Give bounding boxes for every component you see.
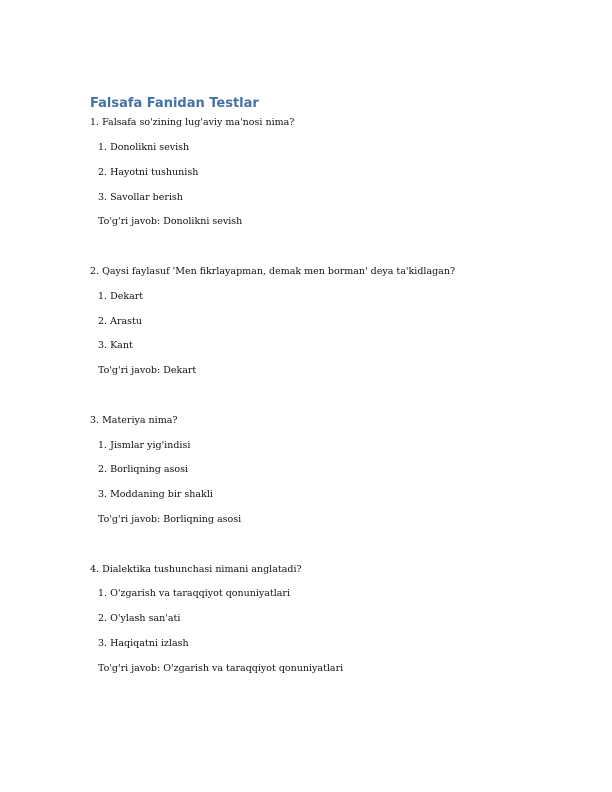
question-4-text: 4. Dialektika tushunchasi nimani anglatadi? xyxy=(90,564,302,575)
question-4-option-1: 1. O'zgarish va taraqqiyot qonuniyatlari xyxy=(98,588,291,599)
question-3-answer: To'g'ri javob: Borliqning asosi xyxy=(98,514,242,525)
question-4-option-3: 3. Haqiqatni izlash xyxy=(98,638,189,649)
question-3-option-1: 1. Jismlar yig'indisi xyxy=(98,440,191,451)
question-1-option-1: 1. Donolikni sevish xyxy=(98,142,190,153)
question-4-answer: To'g'ri javob: O'zgarish va taraqqiyot qonuniyatlari xyxy=(98,663,344,674)
question-1-option-2: 2. Hayotni tushunish xyxy=(98,167,199,178)
question-1-text: 1. Falsafa so'zining lug'aviy ma'nosi nima? xyxy=(90,117,295,128)
question-3-option-2: 2. Borliqning asosi xyxy=(98,464,189,475)
question-2-text: 2. Qaysi faylasuf 'Men fikrlayapman, demak men borman' deya ta'kidlagan? xyxy=(90,266,456,277)
question-2-option-1: 1. Dekart xyxy=(98,291,144,302)
question-1-option-3: 3. Savollar berish xyxy=(98,192,183,203)
question-2-option-2: 2. Arastu xyxy=(98,316,142,327)
question-1-answer: To'g'ri javob: Donolikni sevish xyxy=(98,216,243,227)
question-3-option-3: 3. Moddaning bir shakli xyxy=(98,489,213,500)
document-title: Falsafa Fanidan Testlar xyxy=(90,96,259,111)
question-2-answer: To'g'ri javob: Dekart xyxy=(98,365,197,376)
question-2-option-3: 3. Kant xyxy=(98,340,133,351)
question-3-text: 3. Materiya nima? xyxy=(90,415,178,426)
question-4-option-2: 2. O'ylash san'ati xyxy=(98,613,181,624)
